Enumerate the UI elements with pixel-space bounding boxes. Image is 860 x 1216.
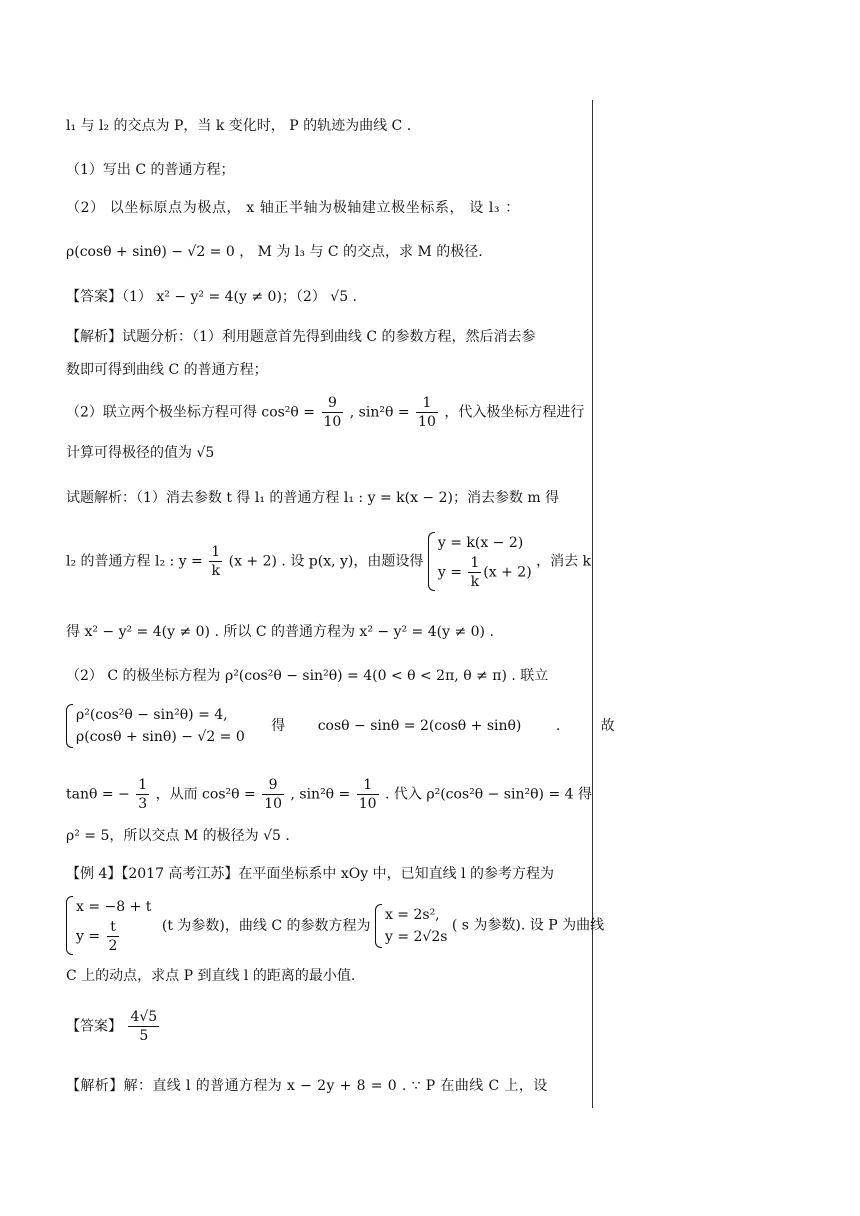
polar-equation-line: ρ(cosθ + sinθ) − √2 = 0 ， M 为 l₃ 与 C 的交点，求 M 的极径. bbox=[66, 244, 483, 260]
text-span: (t 为参数)，曲线 C 的参数方程为 bbox=[161, 917, 371, 934]
denominator: 10 bbox=[418, 414, 436, 430]
system-row: x = −8 + t bbox=[76, 899, 152, 915]
fraction bbox=[468, 554, 481, 591]
text-span: y = bbox=[76, 928, 101, 945]
text-line: l₁ 与 l₂ 的交点为 P，当 k 变化时， P 的轨迹为曲线 C . bbox=[66, 118, 412, 134]
denominator: 3 bbox=[138, 796, 148, 812]
analysis-line: 【解析】解：直线 l 的普通方程为 x − 2y + 8 = 0 . ∵ P 在曲线 C 上，设 bbox=[66, 1078, 548, 1094]
denominator: k bbox=[211, 563, 220, 579]
left-brace bbox=[66, 896, 73, 955]
analysis-line: 【解析】试题分析：（1）利用题意首先得到曲线 C 的参数方程，然后消去参 bbox=[66, 329, 536, 345]
numerator: 1 bbox=[470, 555, 480, 571]
numerator: 9 bbox=[322, 394, 344, 413]
fraction bbox=[209, 543, 222, 580]
fraction bbox=[136, 776, 149, 813]
example-line-systems bbox=[66, 896, 605, 955]
equation-system bbox=[428, 532, 532, 591]
denominator: 10 bbox=[323, 414, 342, 430]
solution-line-system bbox=[66, 532, 592, 591]
analysis-line: 数即可得到曲线 C 的普通方程； bbox=[66, 362, 268, 378]
solution-line: 得 x² − y² = 4(y ≠ 0) . 所以 C 的普通方程为 x² − y² = 4(y ≠ 0) . bbox=[66, 624, 494, 640]
fraction bbox=[322, 394, 344, 431]
text-span: , sin²θ = bbox=[290, 786, 351, 803]
fraction bbox=[128, 1008, 159, 1045]
analysis-line: 计算可得极径的值为 √5 bbox=[66, 445, 215, 461]
answer-line-fraction bbox=[66, 1008, 586, 1045]
text-span: cosθ − sinθ = 2(cosθ + sinθ) bbox=[317, 718, 522, 734]
analysis-line-fraction bbox=[66, 394, 586, 431]
system-row bbox=[76, 918, 151, 955]
denominator: 5 bbox=[139, 1028, 149, 1044]
numerator: 1 bbox=[211, 544, 221, 560]
question-1: （1）写出 C 的普通方程； bbox=[66, 162, 235, 178]
numerator: 1 bbox=[357, 776, 379, 795]
solution-line: ρ² = 5，所以交点 M 的极径为 √5 . bbox=[66, 828, 290, 844]
system-row: ρ(cosθ + sinθ) − √2 = 0 bbox=[76, 729, 245, 745]
denominator: k bbox=[470, 574, 480, 590]
solution-line: 试题解析：（1）消去参数 t 得 l₁ 的普通方程 l₁ : y = k(x − 2)；消去参数 m 得 bbox=[66, 490, 560, 506]
solution-line-fraction bbox=[66, 776, 592, 813]
equation-system bbox=[66, 896, 151, 955]
text-span: l₂ 的普通方程 l₂ : y = bbox=[66, 553, 203, 570]
example-heading: 【例 4】【2017 高考江苏】在平面坐标系中 xOy 中，已知直线 l 的参考方程为 bbox=[66, 866, 554, 882]
text-span: (x + 2) bbox=[483, 564, 532, 581]
text-span: (x + 2) . 设 p(x, y)，由题设得 bbox=[228, 553, 424, 570]
system-row: ρ²(cos²θ − sin²θ) = 4, bbox=[76, 707, 228, 723]
text-span: 【答案】 bbox=[66, 1018, 122, 1035]
denominator: 2 bbox=[108, 938, 118, 954]
equation-system bbox=[375, 904, 447, 948]
text-span: 故 bbox=[600, 718, 615, 734]
numerator: 1 bbox=[416, 394, 438, 413]
solution-line: （2） C 的极坐标方程为 ρ²(cos²θ − sin²θ) = 4(0 < θ < 2π, θ ≠ π) . 联立 bbox=[66, 668, 549, 684]
text-span: ，消去 k bbox=[536, 553, 592, 570]
numerator: 9 bbox=[262, 776, 284, 795]
system-row: x = 2s², bbox=[384, 906, 440, 923]
question-2: （2） 以坐标原点为极点， x 轴正半轴为极轴建立极坐标系， 设 l₃ ： bbox=[66, 200, 520, 216]
fraction bbox=[357, 776, 379, 813]
text-span: ，从而 cos²θ = bbox=[155, 786, 256, 803]
right-margin-rule bbox=[592, 100, 593, 1108]
denominator: 10 bbox=[264, 796, 283, 812]
left-brace bbox=[375, 904, 382, 948]
text-span: . 代入 ρ²(cos²θ − sin²θ) = 4 得 bbox=[385, 786, 592, 803]
text-span: y = bbox=[437, 564, 462, 581]
left-brace bbox=[428, 532, 435, 591]
system-row: y = k(x − 2) bbox=[437, 535, 524, 551]
numerator: 1 bbox=[138, 777, 148, 793]
solution-line-system bbox=[66, 704, 615, 748]
text-span: tanθ = − bbox=[66, 786, 130, 803]
left-brace bbox=[66, 704, 73, 748]
text-span: . bbox=[555, 718, 561, 734]
system-row bbox=[438, 554, 532, 591]
fraction bbox=[416, 394, 438, 431]
text-span: , sin²θ = bbox=[349, 404, 410, 421]
numerator: t bbox=[107, 918, 120, 937]
denominator: 10 bbox=[358, 796, 377, 812]
example-line: C 上的动点，求点 P 到直线 l 的距离的最小值. bbox=[66, 968, 356, 984]
text-span: ( s 为参数). 设 P 为曲线 bbox=[451, 917, 605, 934]
system-row: y = 2√2s bbox=[384, 928, 448, 945]
numerator: 4√5 bbox=[130, 1009, 158, 1025]
answer-line: 【答案】（1） x² − y² = 4(y ≠ 0)；（2） √5 . bbox=[66, 289, 358, 305]
text-span: ，代入极坐标方程进行 bbox=[444, 404, 585, 421]
text-span: （2）联立两个极坐标方程可得 cos²θ = bbox=[66, 404, 316, 421]
fraction bbox=[107, 918, 120, 955]
equation-system bbox=[66, 704, 245, 748]
text-span: 得 bbox=[271, 718, 286, 734]
fraction bbox=[262, 776, 284, 813]
